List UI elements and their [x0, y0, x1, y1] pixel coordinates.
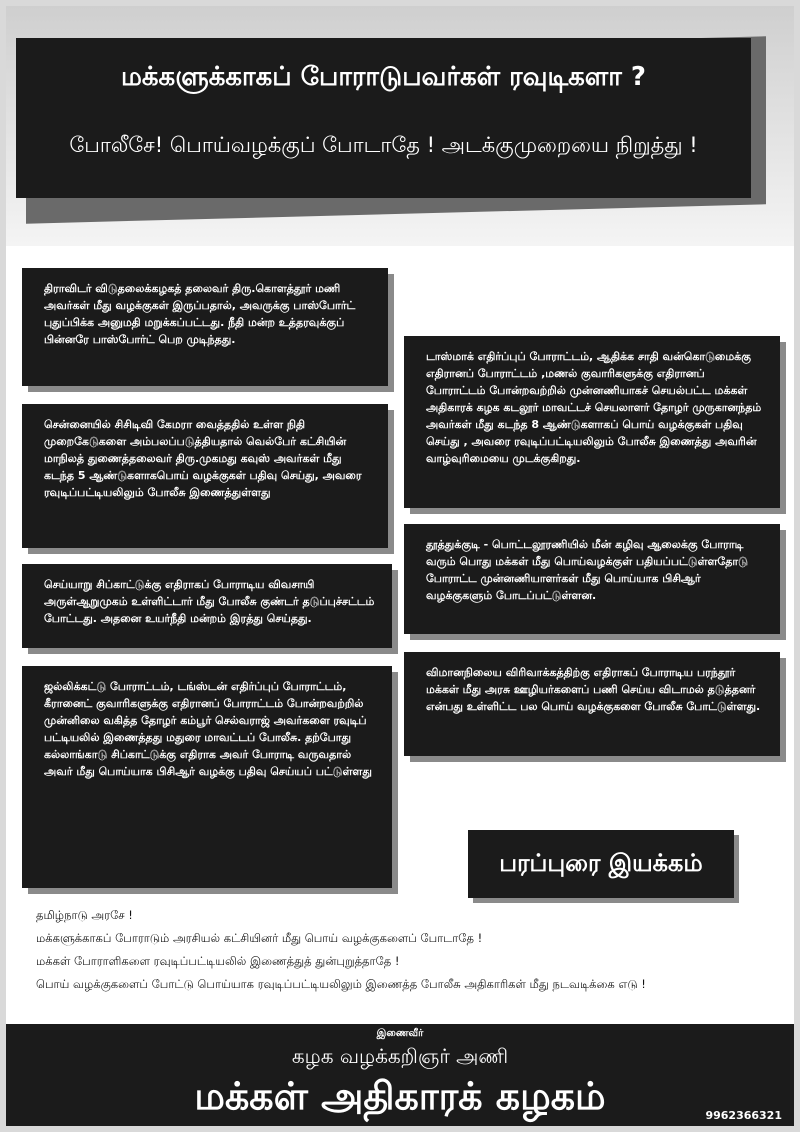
demand-line: மக்கள் போராளிகளை ரவுடிப்பட்டியலில் இணைத்துத் துன்புறுத்தாதே !: [36, 954, 400, 968]
demand-line: பொய் வழக்குகளைப் போட்டு பொய்யாக ரவுடிப்பட்டியலிலும் இணைத்த போலீசு அதிகாரிகள் மீது நடவடிக்கை எடு !: [36, 977, 646, 991]
footer: [6, 1024, 794, 1126]
party-name: மக்கள் அதிகாரக் கழகம்: [194, 1074, 606, 1118]
case-text: டாஸ்மாக் எதிர்ப்புப் போராட்டம், ஆதிக்க சாதி வன்கொடுமைக்கு எதிரானப் போராட்டம் ,மணல் குவாரிகளுக்கு எதிரானப் போராட்டம் போன்றவற்றில் முன்னணியாகச் செயல்பட்ட மக்கள் அதிகாரக் கழக கடலூர் மாவட்டச் செயலாளர் தோழர் முருகானந்தம் அவர்கள் மீது கடந்த 8 ஆண்டுகளாகப் பொய் வழக்குகள் பதிவு செய்து , அவரை ரவுடிப்பட்டியலிலும் போலீசு இணைத்து அவரின் வாழ்வுரிமையை முடக்குகிறது.: [426, 350, 762, 465]
case-text: ஜல்லிக்கட்டு போராட்டம், டங்ஸ்டன் எதிர்ப்புப் போராட்டம், கீரானைட் குவாரிகளுக்கு எதிரானப் போராட்டம் போன்றவற்றில் முன்னிலை வகித்த தோழர் கம்பூர் செல்வராஜ் அவர்களை ரவுடிப் பட்டியலில் இணைத்தது மதுரை மாவட்டப் போலீசு. தற்போது கல்லாங்காடு சிப்காட்டுக்கு எதிராக அவர் போராடி வருவதால் அவர் மீது பொய்யாக பிசிஆர் வழக்கு பதிவு செய்யப் பட்டுள்ளது: [44, 680, 372, 778]
case-box-arul-arumugam: [22, 564, 392, 648]
poster: [6, 6, 794, 1126]
demand-line: தமிழ்நாடு அரசே !: [36, 908, 133, 922]
demand-line: மக்களுக்காகப் போராடும் அரசியல் கட்சியினர் மீது பொய் வழக்குகளைப் போடாதே !: [36, 931, 483, 945]
headline-banner: [16, 38, 751, 198]
demands-list: [36, 904, 786, 996]
join-text: இணைவீர்: [376, 1028, 424, 1039]
case-text: சென்னையில் சிசிடிவி கேமரா வைத்ததில் உள்ள நிதி முறைகேடுகளை அம்பலப்படுத்தியதால் வெல்பேர் கட்சியின் மாநிலத் துணைத்தலைவர் திரு.முகமது கவுஸ் அவர்கள் மீது கடந்த 5 ஆண்டுகளாகபொய் வழக்குகள் பதிவு செய்து, அவரை ரவுடிப்பட்டியலிலும் போலீசு இணைத்துள்ளது: [44, 418, 362, 499]
case-text: தூத்துக்குடி - பொட்டலூரணியில் மீன் கழிவு ஆலைக்கு போராடி வரும் பொது மக்கள் மீது பொய்வழக்குள் பதியப்பட்டுள்ளதோடு போராட்ட முன்னணியாளர்கள் மீது பொய்யாக பிசிஆர் வழக்குகளும் போடப்பட்டுள்ளன.: [426, 538, 748, 602]
case-box-mohamed-ghouse: [22, 404, 388, 548]
phone-number: 9962366321: [705, 1109, 782, 1122]
case-box-muruganandam: [404, 336, 780, 508]
case-text: விமானநிலைய விரிவாக்கத்திற்கு எதிராகப் போராடிய பரந்தூர் மக்கள் மீது அரசு ஊழியர்களைப் பணி செய்ய விடாமல் தடுத்தனர் என்பது உள்ளிட்ட பல பொய் வழக்குகளை போலீசு போட்டுள்ளது.: [426, 666, 761, 713]
case-box-kambur-selvaraj: [22, 666, 392, 888]
wing-name: கழக வழக்கறிஞர் அணி: [291, 1044, 509, 1068]
case-box-kolathur-mani: [22, 268, 388, 386]
case-text: திராவிடர் விடுதலைக்கழகத் தலைவர் திரு.கொளத்தூர் மணி அவர்கள் மீது வழக்குகள் இருப்பதால், அவருக்கு பாஸ்போர்ட் புதுப்பிக்க அனுமதி மறுக்கப்பட்டது. நீதி மன்ற உத்தரவுக்குப் பின்னரே பாஸ்போர்ட் பெற முடிந்தது.: [44, 282, 356, 346]
headline-subtitle: போலீசே! பொய்வழக்குப் போடாதே ! அடக்குமுறையை நிறுத்து !: [69, 133, 698, 157]
campaign-label: பரப்புரை இயக்கம்: [468, 830, 734, 898]
headline-title: மக்களுக்காகப் போராடுபவர்கள் ரவுடிகளா ?: [121, 62, 646, 92]
case-text: செய்யாறு சிப்காட்டுக்கு எதிராகப் போராடிய விவசாயி அருள்ஆறுமுகம் உள்ளிட்டார் மீது போலீசு குண்டர் தடுப்புச்சட்டம் போட்டது. அதனை உயர்நீதி மன்றம் இரத்து செய்தது.: [44, 578, 375, 625]
case-box-thoothukudi: [404, 524, 780, 634]
case-box-paranthur: [404, 652, 780, 756]
